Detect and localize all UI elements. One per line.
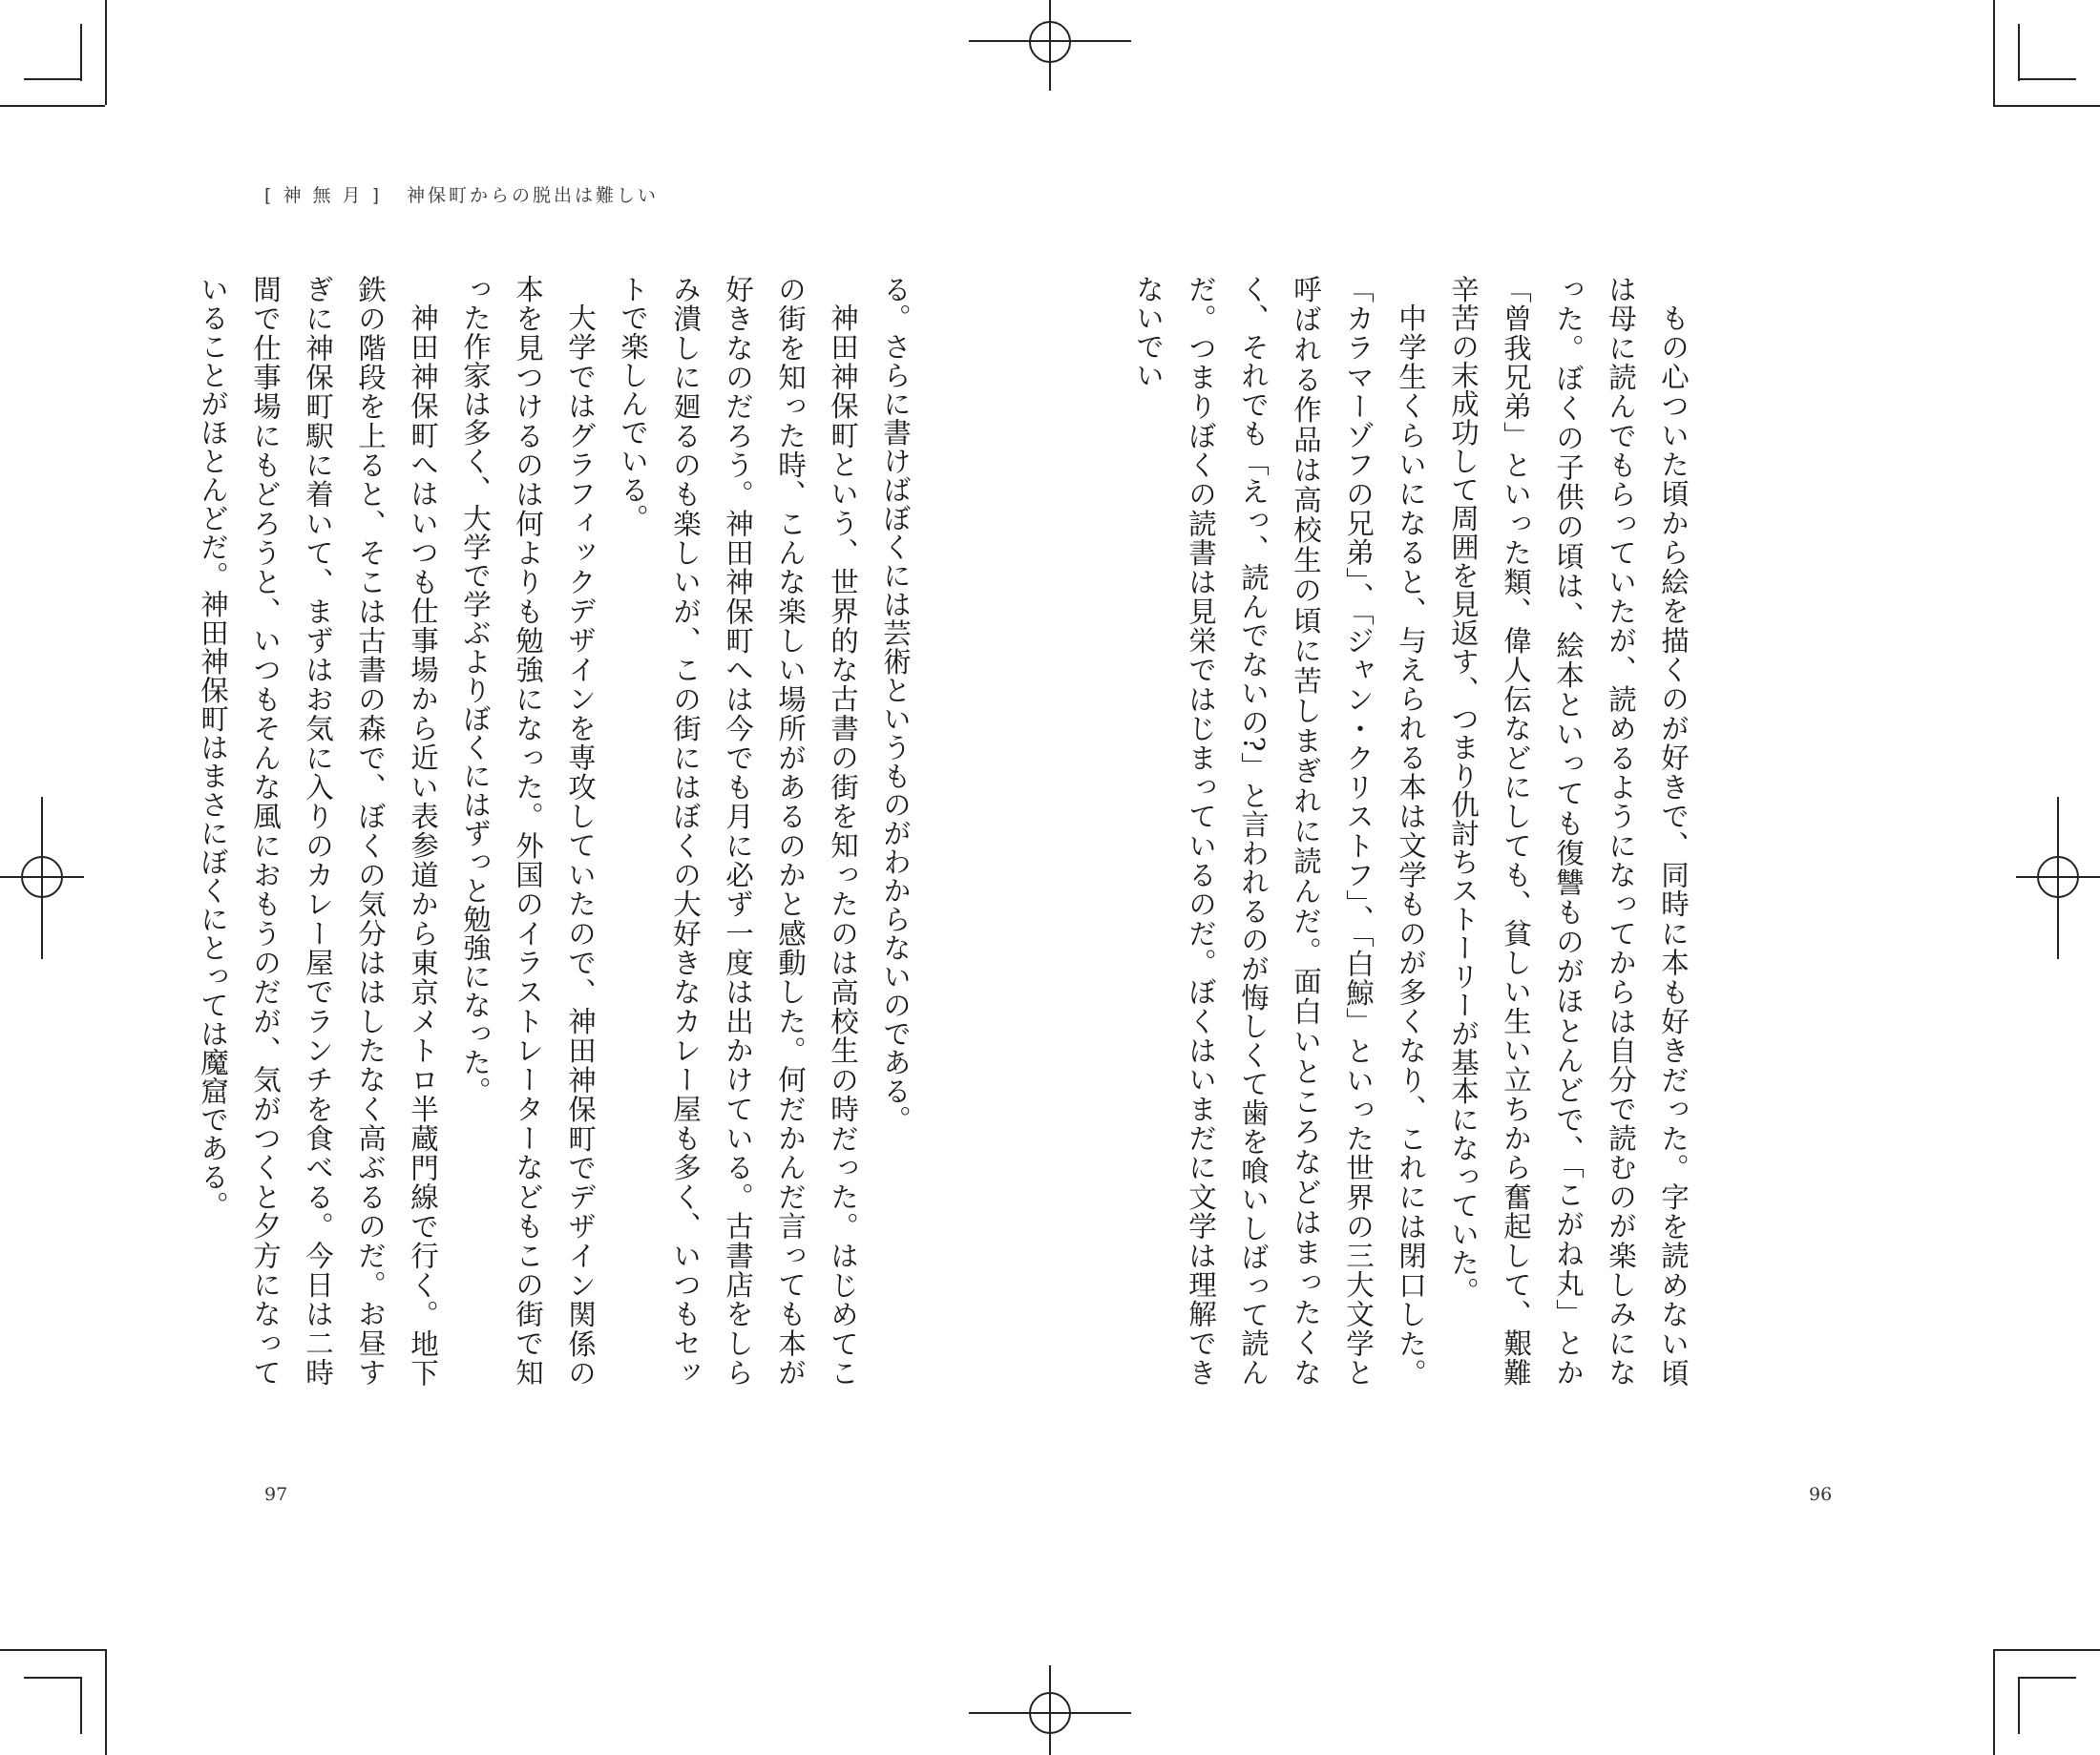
crop-mark-top-left-h — [24, 78, 81, 80]
crop-mark-top-right-v — [2018, 24, 2020, 81]
running-head-title: 神保町からの脱出は難しい — [406, 185, 659, 206]
crop-mark-bottom-right-h2 — [2019, 1677, 2076, 1679]
page-97-paragraph-4: 神田神保町へはいつも仕事場から近い表参道から東京メトロ半蔵門線で行く。地下鉄の階段を上ると、そこは古書の森で、ぼくの気分ははしたなく高ぶるのだ。お昼すぎに神保町駅に着いて、まずはお気に入りのカレー屋でランチを食べる。今日は二時間で仕事場にもどろうと、いつもそんな風におもうのだが、気がつくと夕方になっていることがほとんどだ。神田神保町はまさにぼくにとっては魔窟である。 — [197, 275, 439, 1387]
page-97-paragraph-2: 神田神保町という、世界的な古書の街を知ったのは高校生の時だった。はじめてこの街を知った時、こんな楽しい場所があるのかと感動した。何だかんだ言っても本が好きなのだろう。神田神保町へは今でも月に必ず一度は出かけている。古書店をしらみ潰しに廻るのも楽しいが、この街にはぼくの大好きなカレー屋も多く、いつもセットで楽しんでいる。 — [617, 275, 859, 1387]
crop-mark-bottom-right-v2 — [2018, 1677, 2020, 1734]
page-96-body — [1132, 275, 1699, 1388]
page-97-paragraph-3: 大学ではグラフィックデザインを専攻していたので、神田神保町でデザイン関係の本を見つけるのは何よりも勉強になった。外国のイラストレーターなどもこの街で知った作家は多く、大学で学ぶよりぼくにはずっと勉強になった。 — [459, 275, 597, 1387]
page-97-paragraph-1: る。さらに書けばぼくには芸術というものがわからないのである。 — [879, 275, 912, 1134]
reg-circle-left — [21, 856, 63, 898]
crop-mark-bottom-right-v — [1993, 1649, 1995, 1755]
page-number-96: 96 — [1809, 1484, 1833, 1505]
crop-mark-top-left-h2 — [0, 105, 105, 107]
crop-mark-bottom-left-v — [105, 1649, 107, 1755]
crop-mark-top-left-v — [80, 24, 82, 81]
crop-mark-top-right-h — [2019, 78, 2076, 80]
crop-mark-bottom-right-h — [1993, 1649, 2100, 1651]
running-head — [264, 181, 659, 207]
crop-mark-top-right-h2 — [1993, 105, 2100, 107]
page-97-body — [197, 275, 921, 1387]
page-96-paragraph-2: 中学生くらいになると、与えられる本は文学ものが多くなり、これには閉口した。「カラマーゾフの兄弟」、「ジャン・クリストフ」、「白鯨」といった世界の三大文学と呼ばれる作品は高校生の頃に苦しまぎれに読んだ。面白いところなどはまったくなく、それでも「えっ、読んでないの?」と言われるのが悔しくて歯を喰いしばって読んだ。つまりぼくの読書は見栄ではじまっているのだ。ぼくはいまだに文学は理解できないでい — [1132, 275, 1427, 1387]
crop-mark-top-right-v2 — [1993, 0, 1995, 105]
crop-mark-bottom-left-h2 — [24, 1677, 81, 1679]
crop-mark-top-left-v2 — [105, 0, 107, 105]
crop-mark-bottom-left-h — [0, 1649, 105, 1651]
crop-mark-bottom-left-v2 — [80, 1677, 82, 1734]
reg-circle-top — [1029, 21, 1071, 63]
reg-circle-right — [2037, 856, 2079, 898]
running-head-month: [ 神 無 月 ] — [264, 185, 382, 206]
reg-circle-bottom — [1029, 1692, 1071, 1734]
page-number-97: 97 — [264, 1484, 288, 1505]
page-96-paragraph-1: もの心ついた頃から絵を描くのが好きで、同時に本も好きだった。字を読めない頃は母に読んでもらっていたが、読めるようになってからは自分で読むのが楽しみになった。ぼくの子供の頃は、絵本といっても復讐ものがほとんどで、「こがね丸」とか「曾我兄弟」といった類、偉人伝などにしても、貧しい生い立ちから奮起して、艱難辛苦の末成功して周囲を見返す、つまり仇討ちストーリーが基本になっていた。 — [1447, 275, 1690, 1388]
